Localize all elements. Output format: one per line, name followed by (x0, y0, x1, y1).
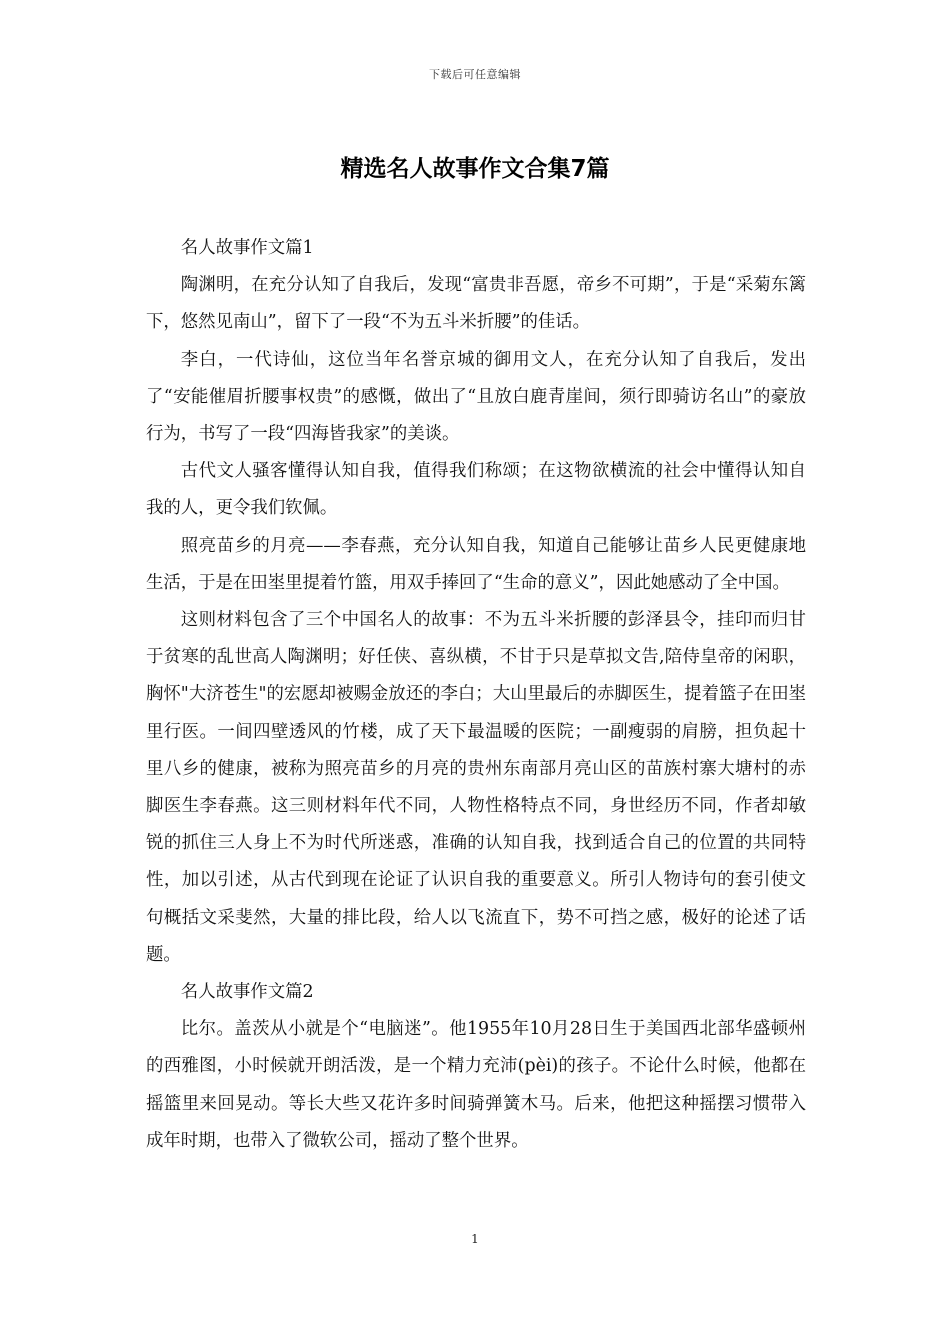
paragraph-ancient-scholars: 古代文人骚客懂得认知自我，值得我们称颂；在这物欲横流的社会中懂得认知自我的人，更令我们钦佩。 (146, 461, 806, 519)
page-number: 1 (471, 1232, 479, 1246)
paragraph-bill-gates: 比尔。盖茨从小就是个“电脑迷”。他1955年10月28日生于美国西北部华盛顿州的西雅图，小时候就开朗活泼，是一个精力充沛(pèi)的孩子。不论什么时候，他都在摇篮里来回晃动。等长大些又花许多时间骑弹簧木马。后来，他把这种摇摆习惯带入成年时期，也带入了微软公司，摇动了整个世界。 (146, 1019, 806, 1151)
section-heading-1: 名人故事作文篇1 (180, 238, 314, 258)
paragraph-li-chunyan: 照亮苗乡的月亮——李春燕，充分认知自我，知道自己能够让苗乡人民更健康地生活，于是在田埊里提着竹篮，用双手捧回了“生命的意义”，因此她感动了全中国。 (146, 535, 806, 593)
section-heading-2: 名人故事作文篇2 (180, 982, 314, 1003)
paragraph-li-bai: 李白，一代诗仙，这位当年名誉京城的御用文人，在充分认知了自我后，发出了“安能催眉折腰事权贵”的感慨，做出了“且放白鹿青崖间，须行即骑访名山”的豪放行为，书写了一段“四海皆我家”的美谈。 (146, 349, 806, 445)
document-title: 精选名人故事作文合集7篇 (340, 156, 610, 182)
header-note: 下载后可任意编辑 (429, 68, 521, 81)
paragraph-commentary: 这则材料包含了三个中国名人的故事：不为五斗米折腰的彭泽县令，挂印而归甘于贫寒的乱世高人陶渊明；好任侠、喜纵横，不甘于只是草拟文告,陪侍皇帝的闲职，胸怀"大济苍生"的宏愿却被赐金放还的李白；大山里最后的赤脚医生，提着篮子在田埊里行医。一间四壁透风的竹楼，成了天下最温暖的医院；一副瘦弱的肩膀，担负起十里八乡的健康，被称为照亮苗乡的月亮的贵州东南部月亮山区的苗族村寨大塘村的赤脚医生李春燕。这三则材料年代不同，人物性格特点不同，身世经历不同，作者却敏锐的抓住三人身上不为时代所迷惑，准确的认知自我，找到适合自己的位置的共同特性，加以引述，从古代到现在论证了认识自我的重要意义。所引人物诗句的套引使文句概括文采斐然，大量的排比段，给人以飞流直下，势不可挡之感，极好的论述了话题。 (146, 610, 806, 965)
document-body (146, 230, 806, 1160)
paragraph-tao-yuanming: 陶渊明，在充分认知了自我后，发现“富贵非吾愿，帝乡不可期”，于是“采菊东篱下，悠然见南山”，留下了一段“不为五斗米折腰”的佳话。 (146, 275, 806, 333)
